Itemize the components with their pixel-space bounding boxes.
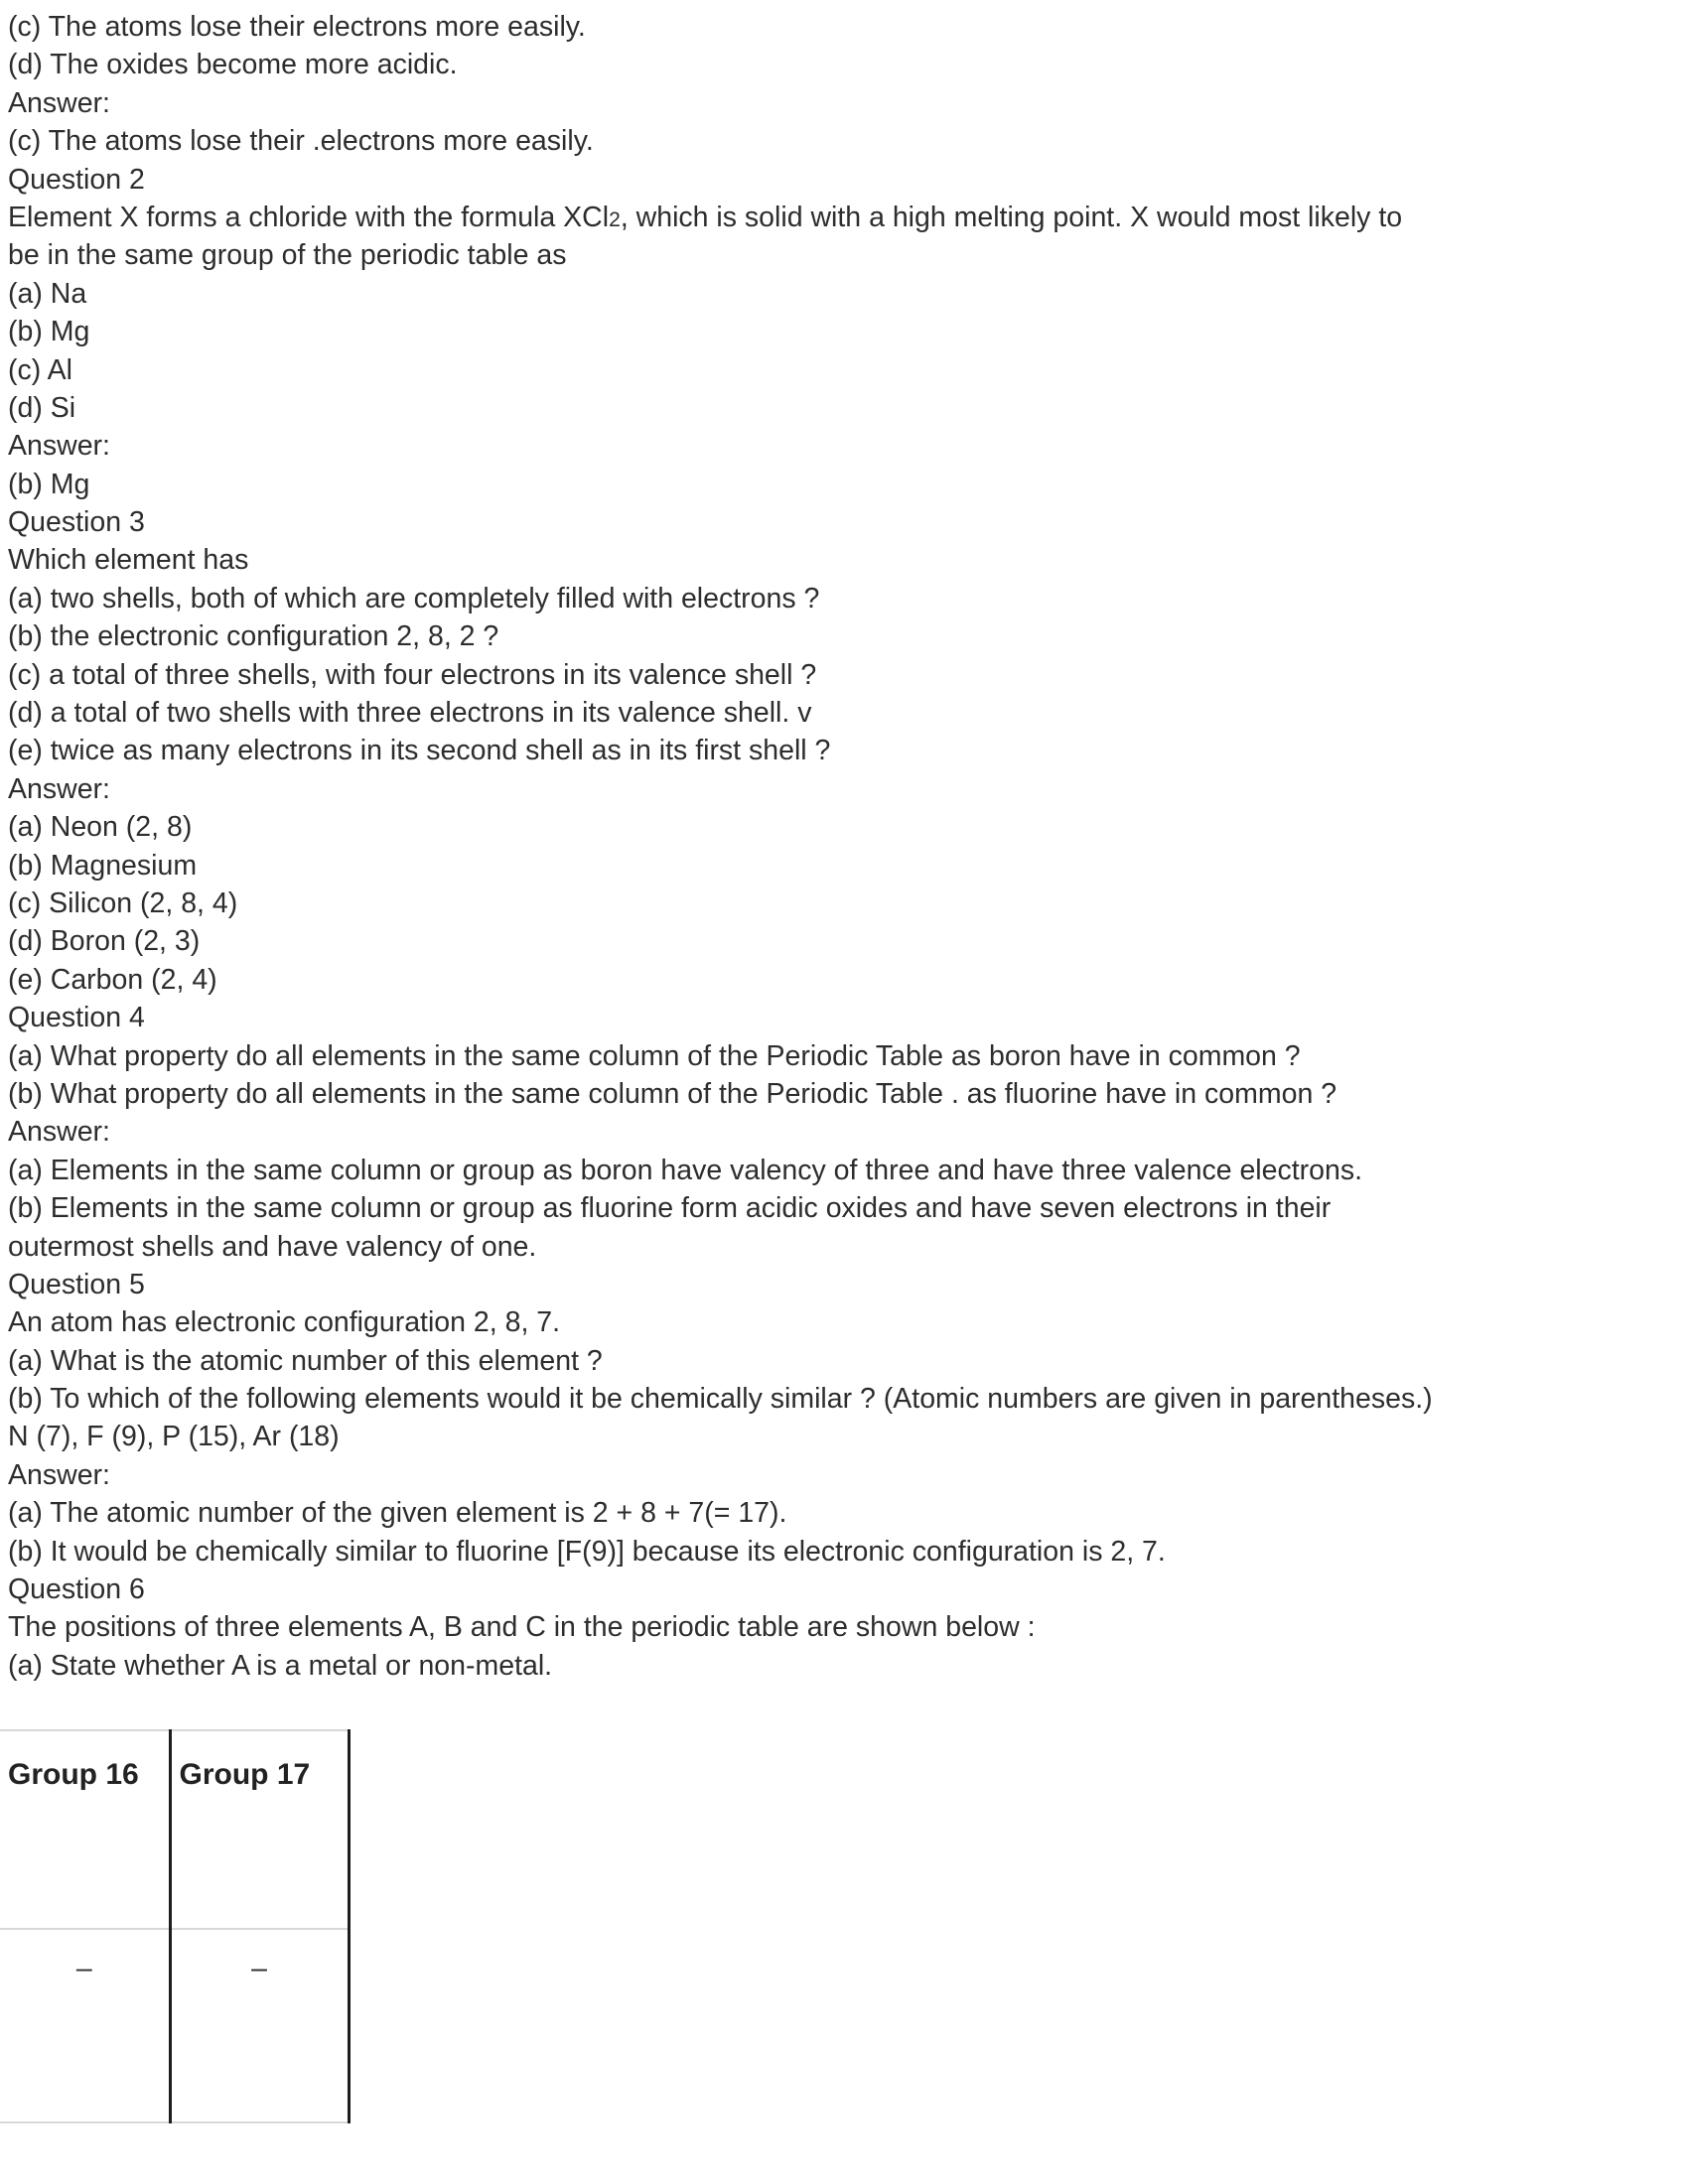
table-header-group-16: Group 16 bbox=[0, 1730, 170, 1929]
text-line: (a) Elements in the same column or group as boron have valency of three and have three valence electrons. bbox=[8, 1154, 1363, 1186]
text-line: The positions of three elements A, B and C in the periodic table are shown below : bbox=[8, 1611, 1036, 1644]
text-line: (b) What property do all elements in the same column of the Periodic Table . as fluorine have in common ? bbox=[8, 1077, 1337, 1110]
text-line: (a) What is the atomic number of this element ? bbox=[8, 1344, 603, 1377]
text-line: (b) Mg bbox=[8, 468, 90, 500]
table-header-group-17: Group 17 bbox=[170, 1730, 349, 1929]
text-line: Question 5 bbox=[8, 1268, 145, 1300]
text-line bbox=[8, 199, 1682, 236]
periodic-table-positions bbox=[0, 1729, 351, 2123]
text-line: (a) What property do all elements in the same column of the Periodic Table as boron have in common ? bbox=[8, 1039, 1301, 1072]
text-line: (a) two shells, both of which are completely filled with electrons ? bbox=[8, 582, 820, 614]
text-line: Answer: bbox=[8, 86, 110, 119]
text-line: (a) The atomic number of the given element is 2 + 8 + 7(= 17). bbox=[8, 1497, 787, 1530]
text-line: (b) It would be chemically similar to fluorine [F(9)] because its electronic configuration is 2, 7. bbox=[8, 1535, 1166, 1568]
text-line: (d) a total of two shells with three electrons in its valence shell. v bbox=[8, 697, 812, 730]
subscript-text: 2 bbox=[609, 207, 621, 231]
text-line: (b) Magnesium bbox=[8, 849, 198, 882]
text-line: (c) The atoms lose their .electrons more easily. bbox=[8, 125, 594, 158]
text-line: (b) To which of the following elements would it be chemically similar ? (Atomic numbers are given in parentheses.) bbox=[8, 1383, 1433, 1416]
text-line: (c) Silicon (2, 8, 4) bbox=[8, 887, 238, 919]
text-line: (c) The atoms lose their electrons more easily. bbox=[8, 11, 586, 43]
text-line: Answer: bbox=[8, 430, 110, 463]
text-line: (b) Elements in the same column or group as fluorine form acidic oxides and have seven electrons in their bbox=[8, 1192, 1332, 1225]
text-line: (e) twice as many electrons in its second shell as in its first shell ? bbox=[8, 735, 831, 767]
text-line: Answer: bbox=[8, 1116, 110, 1149]
text-line: Question 4 bbox=[8, 1002, 145, 1034]
text-line: be in the same group of the periodic table as bbox=[8, 239, 567, 272]
table-row bbox=[0, 1929, 349, 2122]
text-line: (a) Neon (2, 8) bbox=[8, 811, 193, 844]
text-line: (b) the electronic configuration 2, 8, 2 ? bbox=[8, 620, 499, 653]
text-segment: , which is solid with a high melting point. X would most likely to bbox=[620, 201, 1403, 233]
text-line: (b) Mg bbox=[8, 316, 90, 348]
text-line: (d) The oxides become more acidic. bbox=[8, 49, 458, 81]
text-line: (d) Si bbox=[8, 391, 76, 424]
text-line: (e) Carbon (2, 4) bbox=[8, 963, 217, 996]
table-header-row bbox=[0, 1730, 349, 1929]
text-line: An atom has electronic configuration 2, 8, 7. bbox=[8, 1306, 561, 1339]
text-line: outermost shells and have valency of one. bbox=[8, 1230, 537, 1263]
text-line: Question 2 bbox=[8, 163, 145, 196]
text-line: (a) State whether A is a metal or non-metal. bbox=[8, 1649, 553, 1682]
table-cell-group-16: – bbox=[0, 1929, 170, 2122]
text-line: (a) Na bbox=[8, 277, 87, 310]
text-line: Answer: bbox=[8, 772, 110, 805]
text-line: Which element has bbox=[8, 544, 249, 577]
table-cell-group-17: – bbox=[170, 1929, 349, 2122]
text-line: Answer: bbox=[8, 1458, 110, 1491]
text-line: (d) Boron (2, 3) bbox=[8, 925, 201, 958]
text-line: Question 6 bbox=[8, 1573, 145, 1606]
text-segment: Element X forms a chloride with the formula XCl bbox=[8, 201, 610, 233]
text-line: Question 3 bbox=[8, 506, 145, 539]
text-line: (c) a total of three shells, with four electrons in its valence shell ? bbox=[8, 658, 817, 691]
text-line: N (7), F (9), P (15), Ar (18) bbox=[8, 1421, 340, 1453]
text-line: (c) Al bbox=[8, 353, 72, 386]
